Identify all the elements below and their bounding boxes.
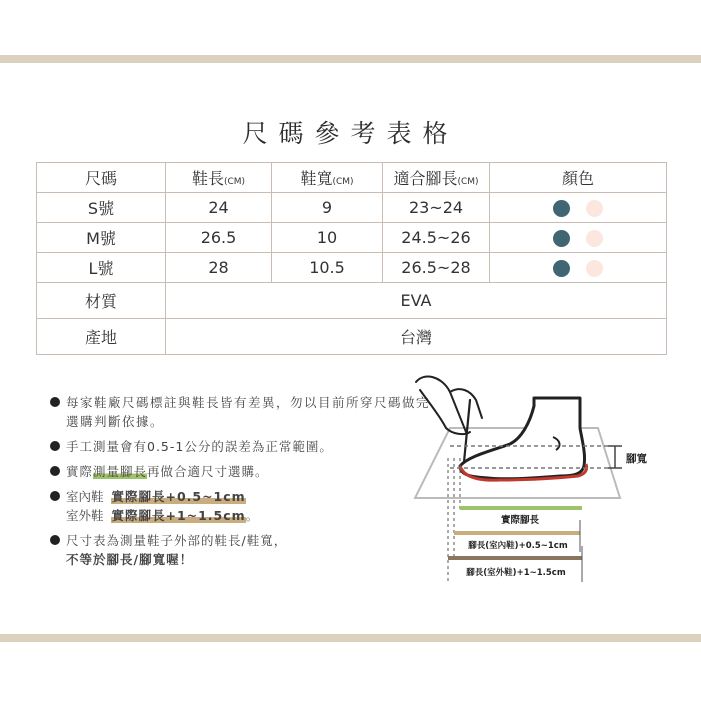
foot-width-label: 腳寬 [626,453,647,465]
actual-length-label: 實際腳長 [500,515,540,526]
note-text: 手工測量會有0.5-1公分的誤差為正常範圍。 [66,439,333,454]
color-swatch-dark [553,200,570,217]
table-row [37,253,667,283]
cell-width: 9 [272,193,383,223]
color-swatch-dark [553,260,570,277]
note-outdoor-end: 。 [245,508,259,523]
header-width-label: 鞋寬 [300,169,333,188]
foot-measure-diagram [410,370,670,590]
origin-value: 台灣 [166,319,667,355]
note-indoor-value: 實際腳長+0.5~1cm [111,489,246,504]
header-width [272,163,383,193]
cell-width: 10.5 [272,253,383,283]
note-item [50,550,430,569]
note-item [50,531,430,550]
note-outdoor-value: 實際腳長+1~1.5cm [111,508,246,523]
color-swatch-light [586,230,603,247]
note-item [50,393,430,431]
header-length-unit: (CM) [223,177,246,187]
note-text-c: 再做合適尺寸選購。 [147,464,269,479]
note-item [50,487,430,506]
header-width-unit: (CM) [332,177,354,187]
cell-foot: 26.5~28 [383,253,490,283]
bullet-icon [50,466,60,476]
origin-row [37,319,667,355]
table-row [37,193,667,223]
header-foot-label: 適合腳長 [393,169,458,188]
header-size: 尺碼 [37,163,166,193]
cell-size: L號 [37,253,166,283]
note-item [50,437,430,456]
cell-size: M號 [37,223,166,253]
notes-list [50,393,430,575]
note-text: 每家鞋廠尺碼標註與鞋長皆有差異，勿以目前所穿尺碼做完選購判斷依據。 [66,395,431,429]
header-foot-unit: (CM) [457,177,479,187]
color-swatch-light [586,260,603,277]
header-color: 顏色 [490,163,667,193]
outdoor-length-label: 腳長(室外鞋)+1~1.5cm [466,568,566,578]
bullet-icon [50,491,60,501]
cell-colors [490,253,667,283]
cell-foot: 24.5~26 [383,223,490,253]
cell-size: S號 [37,193,166,223]
table-row [37,223,667,253]
bullet-icon [50,441,60,451]
size-table [36,162,667,355]
note-text-bold: 不等於腳長/腳寬喔！ [66,552,194,567]
note-outdoor-label: 室外鞋 [66,508,104,523]
header-length-label: 鞋長 [191,169,224,188]
cell-colors [490,193,667,223]
indoor-length-label: 腳長(室內鞋)+0.5~1cm [468,541,568,551]
top-band [0,55,701,63]
origin-label: 產地 [37,319,166,355]
note-text-a: 實際 [66,464,94,479]
color-swatch-dark [553,230,570,247]
note-text: 尺寸表為測量鞋子外部的鞋長/鞋寬， [66,533,288,548]
cell-length: 26.5 [166,223,272,253]
table-header-row [37,163,667,193]
header-length [166,163,272,193]
bottom-band [0,634,701,642]
material-label: 材質 [37,283,166,319]
cell-length: 24 [166,193,272,223]
page-title: 尺碼參考表格 [242,119,459,148]
cell-length: 28 [166,253,272,283]
length-guides [448,458,460,582]
bullet-icon [50,535,60,545]
note-item [50,462,430,481]
note-highlight: 測量腳長 [93,464,148,479]
note-indoor-label: 室內鞋 [66,489,104,504]
cell-colors [490,223,667,253]
color-swatch-light [586,200,603,217]
cell-width: 10 [272,223,383,253]
header-foot [383,163,490,193]
bullet-icon [50,397,60,407]
note-item [50,506,430,525]
cell-foot: 23~24 [383,193,490,223]
hand-pencil-icon [416,377,482,462]
material-row [37,283,667,319]
material-value: EVA [166,283,667,319]
